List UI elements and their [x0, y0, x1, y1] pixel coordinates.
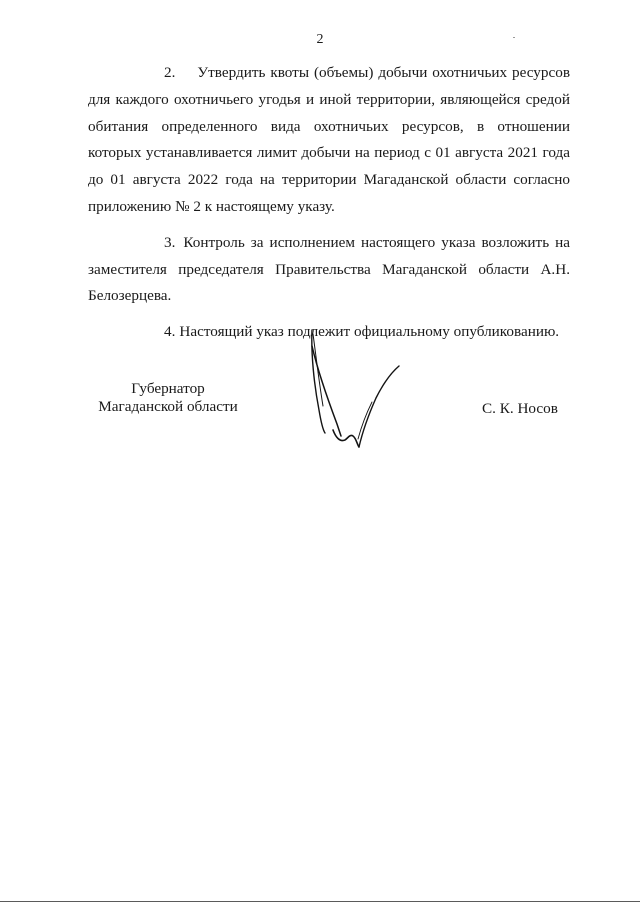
signer-name: С. К. Носов [482, 400, 558, 417]
paragraph-text: Утвердить квоты (объемы) добычи охотничьих ресурсов для каждого охотничьего угодья и иной территории, являющейся средой обитания определенного вида охотничьих ресурсов, в отношении которых устанавливается лимит добычи на период с 01 августа 2021 года до 01 августа 2022 года на территории Магаданской области согласно приложению № 2 к настоящему указу. [88, 64, 570, 215]
page-number: 2 [316, 32, 324, 47]
paragraph-2 [88, 60, 570, 221]
paragraph-number: 4. [164, 323, 176, 341]
signer-title [88, 380, 248, 416]
handwritten-signature-icon [300, 326, 410, 452]
paragraph-number: 2. [164, 64, 176, 81]
paragraph-3 [88, 230, 570, 310]
signer-title-line-1: Губернатор [131, 380, 205, 397]
paragraph-text: Настоящий указ подлежит официальному опубликованию. [179, 323, 560, 341]
document-body [88, 60, 570, 355]
signer-title-line-2: Магаданской области [98, 398, 238, 415]
paragraph-number: 3. [164, 233, 176, 251]
page-bottom-edge [0, 901, 640, 902]
paragraph-text: Контроль за исполнением настоящего указа возложить на заместителя председателя Правительства Магаданской области А.Н. Белозерцева. [88, 233, 570, 305]
